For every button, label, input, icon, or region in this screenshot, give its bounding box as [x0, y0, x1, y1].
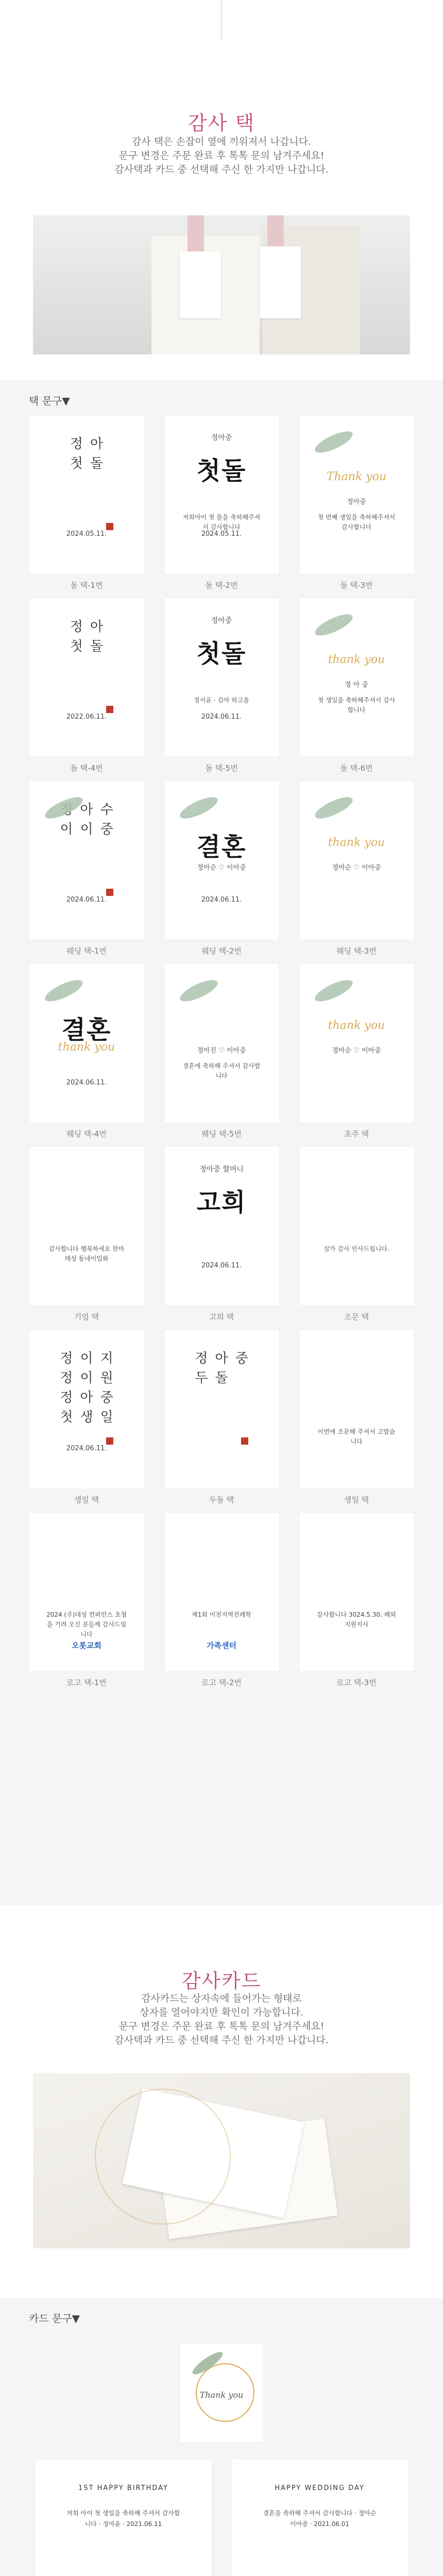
tag-item: [29, 1329, 145, 1505]
text-column: [70, 434, 83, 473]
char: 첫: [60, 1410, 73, 1425]
tag-item: [299, 963, 415, 1139]
char: 첫: [70, 456, 83, 471]
card-title: 1ST HAPPY BIRTHDAY: [78, 2484, 168, 2492]
name-text: 정 아 중: [345, 681, 368, 689]
top-text: 정아중: [211, 617, 232, 625]
tag-card: [299, 1512, 415, 1672]
ribbon-right: [267, 215, 284, 246]
brush-title: 첫돌: [196, 456, 247, 485]
brush-title: 고희: [196, 1188, 247, 1217]
char: 아: [80, 1390, 93, 1405]
note-text: 정서윤 · 김아 하고올: [194, 697, 249, 704]
text-column: [100, 1349, 113, 1427]
ribbon-left: [188, 215, 204, 251]
tag-card: [29, 963, 145, 1123]
tag-section-desc: [0, 135, 443, 177]
tag-card: [164, 598, 280, 757]
eucalyptus-leaf-icon: [312, 976, 355, 1005]
card-sample-image: [179, 2343, 264, 2443]
char: 정: [195, 1351, 208, 1366]
tag-caption: 로고 택-3번: [336, 1678, 377, 1687]
card-band: [0, 2298, 443, 2576]
char: 정: [70, 619, 83, 635]
tag-item: [164, 1512, 280, 1688]
tag-caption: 조문 택: [344, 1312, 369, 1321]
char: 정: [70, 436, 83, 452]
eucalyptus-leaf-icon: [312, 610, 355, 639]
tag-caption: 웨딩 택-3번: [336, 946, 377, 956]
tag-card: [299, 1146, 415, 1306]
tag-item: [164, 1146, 280, 1322]
tag-card: [299, 415, 415, 574]
tag-caption: 돌 택-3번: [340, 581, 373, 590]
char: 정: [60, 1370, 73, 1386]
logo-text: 가족센터: [207, 1641, 236, 1650]
text-column: [215, 1349, 228, 1388]
thank-you-script: thank you: [328, 1019, 385, 1032]
tag-caption: 로고 택-1번: [66, 1678, 107, 1687]
name-text: 정아순 ♡ 이아중: [332, 864, 381, 872]
char: 아: [90, 436, 104, 452]
desc-line: 문구 변경은 주문 완료 후 톡톡 문의 남겨주세요!: [118, 150, 325, 161]
note-text: 감사합니다 행복하세요 한마레성 동네이입화: [48, 1245, 125, 1262]
tag-item: [299, 1329, 415, 1505]
note-text: 결혼에 축하해 주셔서 감사합니다: [182, 1062, 261, 1079]
desc-line: 감사택과 카드 중 선택해 주신 한 가지만 나갑니다.: [114, 2035, 329, 2046]
tag-card: [164, 1512, 280, 1672]
desc-line: 감사카드는 상자속에 들어가는 형태로: [141, 1993, 302, 2004]
red-seal-icon: [106, 889, 113, 896]
tag-sample-right: [260, 246, 301, 318]
tag-item: [164, 781, 280, 956]
tag-card: [299, 963, 415, 1123]
card-title: HAPPY WEDDING DAY: [275, 2484, 365, 2492]
card-band-label: 카드 문구▼: [29, 2312, 80, 2325]
char: 이: [80, 1370, 93, 1386]
tag-item: [29, 963, 145, 1139]
tag-item: [299, 598, 415, 773]
char: 돌: [90, 639, 104, 654]
char: 정: [60, 1390, 73, 1405]
thank-you-script: thank you: [328, 653, 385, 666]
char: 돌: [215, 1370, 228, 1386]
text-column: [70, 617, 83, 656]
vertical-text: [60, 1349, 113, 1427]
red-seal-icon: [106, 706, 113, 713]
tag-item: [29, 1512, 145, 1688]
date-text: 2024.05.11.: [201, 530, 242, 538]
desc-line: 문구 변경은 주문 완료 후 톡톡 문의 남겨주세요!: [118, 2021, 325, 2032]
char: 지: [100, 1351, 113, 1366]
thank-you-script: thank you: [58, 1041, 115, 1054]
tag-item: [29, 781, 145, 956]
eucalyptus-leaf-icon: [177, 793, 220, 822]
char: 원: [100, 1370, 113, 1386]
eucalyptus-leaf-icon: [312, 427, 355, 456]
tag-caption: 돌 택-5번: [205, 764, 238, 773]
note-text: 저희아이 첫 돌을 축하해주셔서 감사합니다: [182, 514, 261, 531]
tag-card: [164, 415, 280, 574]
date-text: 2024.06.11.: [201, 713, 242, 721]
char: 이: [80, 822, 93, 837]
char: 아: [80, 802, 93, 818]
card-preview: [35, 2459, 212, 2576]
char: 돌: [90, 456, 104, 471]
tag-caption: 고희 택: [209, 1312, 234, 1321]
note-text: 감사합니다 3024.5.30. 해외지원지사: [317, 1611, 396, 1628]
tag-card: [29, 781, 145, 940]
tag-caption: 두돌 택: [209, 1495, 234, 1504]
date-text: 2024.06.11.: [66, 896, 107, 904]
tag-caption: 웨딩 택-5번: [201, 1129, 242, 1139]
card-item: [35, 2459, 212, 2576]
text-column: [100, 800, 113, 839]
card-section-desc: [0, 1992, 443, 2047]
char: 이: [60, 822, 73, 837]
card-body: 결혼을 축하해 주셔서 감사합니다 · 정아순 이아중 · 2021.06.01: [263, 2510, 377, 2528]
text-column: [60, 1349, 73, 1427]
tag-card: [29, 1329, 145, 1489]
tag-card: [299, 1329, 415, 1489]
vertical-text: [70, 617, 103, 656]
desc-line: 상자를 열어야지만 확인이 가능합니다.: [140, 2007, 303, 2018]
brush-title: 결혼: [196, 833, 247, 861]
tag-grid: [0, 415, 443, 1695]
red-seal-icon: [106, 1437, 113, 1445]
tag-caption: 로고 택-2번: [201, 1678, 242, 1687]
tag-caption: 웨딩 택-4번: [66, 1129, 107, 1139]
tag-card: [299, 598, 415, 757]
vertical-text: [70, 434, 103, 473]
card-item: [231, 2459, 408, 2576]
card-grid: [0, 2459, 443, 2576]
card-photo: [33, 2073, 410, 2248]
note-text: 2024 (주)대성 컨퍼런스 초청을 기려 오신 분들께 감사드립니다: [46, 1611, 127, 1638]
tag-card: [299, 781, 415, 940]
red-seal-icon: [106, 523, 113, 530]
text-column: [195, 1349, 208, 1388]
text-column: [80, 1349, 93, 1427]
char: 중: [100, 1390, 113, 1405]
char: 일: [100, 1410, 113, 1425]
char: 이: [80, 1351, 93, 1366]
char: 생: [80, 1410, 93, 1425]
date-text: 2024.06.11.: [66, 1445, 107, 1452]
desc-line: 감사 택은 손잡이 옆에 끼워져서 나갑니다.: [131, 136, 312, 147]
eucalyptus-leaf-icon: [177, 976, 220, 1005]
text-column: [90, 434, 103, 473]
tag-caption: 웨딩 택-1번: [66, 946, 107, 956]
desc-line: 감사택과 카드 중 선택해 주신 한 가지만 나갑니다.: [114, 164, 329, 175]
text-column: [80, 800, 93, 839]
tag-caption: 돌 택-6번: [340, 764, 373, 773]
tag-caption: 생일 택: [344, 1495, 369, 1504]
date-text: 2024.06.11.: [66, 1079, 107, 1087]
top-text: 정아중 할머니: [199, 1165, 244, 1174]
top-divider: [221, 0, 222, 41]
date-text: 2024.05.11.: [66, 530, 107, 538]
date-text: 2024.06.11.: [201, 1262, 242, 1269]
tag-caption: 기업 택: [74, 1312, 99, 1321]
tag-item: [299, 781, 415, 956]
tag-card: [29, 415, 145, 574]
card-preview: [231, 2459, 408, 2576]
tag-item: [164, 963, 280, 1139]
char: 정: [60, 1351, 73, 1366]
tag-caption: 웨딩 택-2번: [201, 946, 242, 956]
name-text: 정아순 ♡ 이아중: [332, 1047, 381, 1055]
tag-section-title: 감사 택: [188, 112, 255, 134]
eucalyptus-leaf-icon: [312, 793, 355, 822]
char: 아: [90, 619, 104, 635]
note-text: 이번에 조문해 주셔서 고맙습니다: [317, 1428, 396, 1445]
tag-item: [299, 1512, 415, 1688]
tag-card: [164, 963, 280, 1123]
date-text: 2022.06.11.: [66, 713, 107, 721]
tag-card: [164, 781, 280, 940]
char: 중: [100, 822, 113, 837]
eucalyptus-leaf-icon: [42, 976, 85, 1005]
red-seal-icon: [241, 1437, 248, 1445]
tag-item: [164, 598, 280, 773]
tag-caption: 돌 택-2번: [205, 581, 238, 590]
tag-item: [299, 415, 415, 590]
tag-card: [29, 598, 145, 757]
name-text: 정아진 ♡ 이아중: [197, 1047, 246, 1055]
char: 아: [215, 1351, 228, 1366]
tag-item: [299, 1146, 415, 1322]
note-text: 첫 번째 생일을 축하해주셔서 감사합니다: [317, 514, 396, 531]
tag-caption: 생일 택: [74, 1495, 99, 1504]
logo-text: 오롯교회: [72, 1641, 101, 1650]
char: 중: [235, 1351, 248, 1366]
tag-caption: 초주 택: [344, 1129, 369, 1139]
tag-caption: 돌 택-1번: [70, 581, 103, 590]
thank-you-script: Thank you: [326, 470, 387, 483]
text-column: [90, 617, 103, 656]
char: 수: [100, 802, 113, 818]
date-text: 2024.06.11.: [201, 896, 242, 904]
thank-you-script: thank you: [328, 836, 385, 849]
note-text: 삼가 감사 인사드립니다.: [323, 1245, 389, 1252]
tag-item: [29, 1146, 145, 1322]
tag-photo: [33, 215, 410, 354]
card-section-title: 감사카드: [181, 1970, 262, 1992]
brush-title: 결혼: [61, 1015, 112, 1044]
note-text: 제1회 이천지역전례학: [192, 1611, 251, 1618]
tag-band: [0, 380, 443, 1905]
tag-card: [164, 1329, 280, 1489]
vertical-text: [195, 1349, 248, 1388]
gold-line-decoration: [95, 2089, 231, 2225]
tag-card: [29, 1512, 145, 1672]
tag-item: [29, 598, 145, 773]
tag-item: [164, 415, 280, 590]
tag-item: [164, 1329, 280, 1505]
tag-card: [29, 1146, 145, 1306]
tag-sample-left: [180, 251, 221, 318]
top-text: 정아중: [211, 434, 232, 442]
tag-caption: 돌 택-4번: [70, 764, 103, 773]
tag-item: [29, 415, 145, 590]
text-column: [235, 1349, 248, 1388]
tag-band-label: 택 문구▼: [29, 395, 70, 407]
char: 첫: [70, 639, 83, 654]
brush-title: 첫돌: [196, 639, 247, 668]
tag-card: [164, 1146, 280, 1306]
name-text: 정아순 ♡ 이아중: [197, 864, 246, 872]
card-sample-text: Thank you: [199, 2390, 244, 2400]
char: 두: [195, 1370, 208, 1386]
card-body: 저희 아이 첫 생일을 축하해 주셔서 감사합니다 · 정아윤 · 2021.06.11: [66, 2510, 180, 2528]
note-text: 첫 생일을 축하해주셔서 감사합니다: [317, 697, 396, 714]
name-text: 정아중: [347, 498, 366, 506]
